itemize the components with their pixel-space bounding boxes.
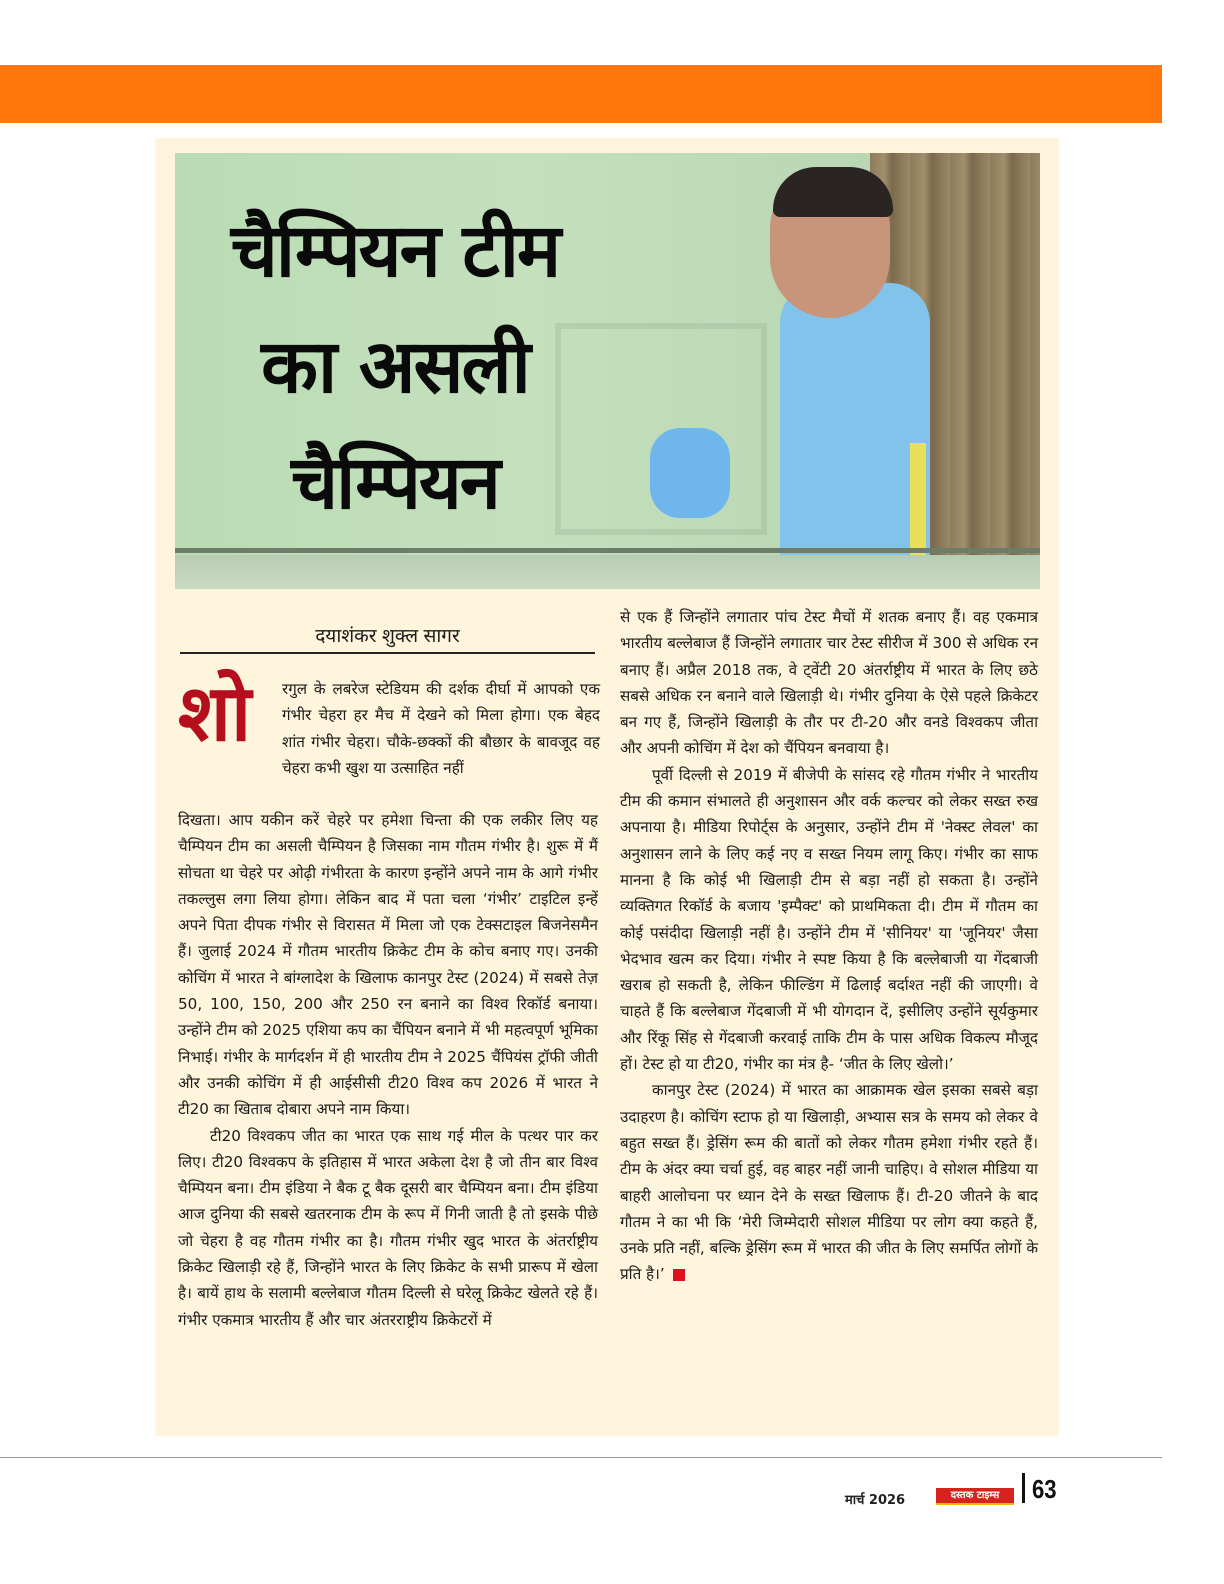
person-hair bbox=[773, 167, 893, 217]
lead-paragraph bbox=[282, 676, 600, 781]
headline-line-3: चैम्पियन bbox=[291, 440, 499, 526]
headline-line-1: चैम्पियन टीम bbox=[230, 208, 560, 294]
person-jersey bbox=[780, 283, 930, 589]
footer-separator bbox=[1022, 1473, 1025, 1503]
header-color-band bbox=[0, 65, 1162, 123]
author-byline: दयाशंकर शुक्ल सागर bbox=[315, 625, 460, 647]
footer-divider bbox=[0, 1457, 1162, 1458]
headline-line-2: का असली bbox=[261, 324, 529, 410]
hero-image bbox=[175, 153, 1040, 589]
drop-cap: शो bbox=[178, 669, 252, 759]
byline-divider bbox=[180, 652, 595, 654]
paragraph: से एक हैं जिन्होंने लगातार पांच टेस्ट मैचों में शतक बनाए हैं। वह एकमात्र भारतीय बल्लेबाज हैं जिन्होंने लगातार चार टेस्ट सीरीज में 300 से अधिक रन बनाए हैं। अप्रैल 2018 तक, वे ट्वेंटी 20 अंतर्राष्ट्रीय में भारत के लिए छठे सबसे अधिक रन बनाने वाले खिलाड़ी थे। गंभीर दुनिया के ऐसे पहले क्रिकेटर बन गए हैं, जिन्होंने खिलाड़ी के तौर पर टी-20 और वनडे विश्वकप जीता और अपनी कोचिंग में देश को चैंपियन बनवाया है। bbox=[620, 608, 1038, 758]
railing bbox=[175, 548, 1040, 553]
paragraph-last bbox=[620, 1077, 1038, 1287]
paragraph: पूर्वी दिल्ली से 2019 में बीजेपी के सांसद रहे गौतम गंभीर ने भारतीय टीम की कमान संभालते ही अनुशासन और वर्क कल्चर को लेकर सख्त रुख अपनाया है। मीडिया रिपोर्ट्स के अनुसार, उन्होंने टीम में 'नेक्स्ट लेवल' का अनुशासन लाने के लिए कई नए व सख्त नियम लागू किए। गंभीर का साफ मानना है कि कोई भी खिलाड़ी टीम से बड़ा नहीं हो सकता है। उन्होंने व्यक्तिगत रिकॉर्ड के बजाय 'इम्पैक्ट' को प्राथमिकता दी। टीम में गौतम का कोई पसंदीदा खिलाड़ी नहीं है। उन्होंने टीम में 'सीनियर' या 'जूनियर' जैसा भेदभाव खत्म कर दिया। गंभीर ने स्पष्ट किया है कि बल्लेबाजी या गेंदबाजी खराब हो सकती है, लेकिन फील्डिंग में ढिलाई बर्दाश्त नहीं की जाएगी। वे चाहते हैं कि बल्लेबाज गेंदबाजी में भी योगदान दें, इसीलिए उन्होंने सूर्यकुमार और रिंकू सिंह से गेंदबाजी करवाई ताकि टीम के पास अधिक विकल्प मौजूद हों। टेस्ट हो या टी20, गंभीर का मंत्र है- ‘जीत के लिए खेलो।’ bbox=[620, 765, 1038, 1074]
column-2 bbox=[620, 604, 1038, 1288]
paragraph: टी20 विश्वकप जीत का भारत एक साथ गई मील के पत्थर पार कर लिए। टी20 विश्वकप के इतिहास में भारत अकेला देश है जो तीन बार विश्व चैम्पियन बना। टीम इंडिया ने बैक टू बैक दूसरी बार चैम्पियन बना। टीम इंडिया आज दुनिया की सबसे खतरनाक टीम के रूप में गिनी जाती है तो इसके पीछे जो चेहरा है वह गौतम गंभीर का है। गौतम गंभीर खुद भारत के अंतर्राष्ट्रीय क्रिकेट खिलाड़ी रहे हैं, जिन्होंने भारत के लिए क्रिकेट के सभी प्रारूप में खेला है। बायें हाथ के सलामी बल्लेबाज गौतम दिल्ली से घरेलू क्रिकेट खेलते रहे हैं। गंभीर एकमात्र भारतीय हैं और चार अंतरराष्ट्रीय क्रिकेटरों में bbox=[178, 1126, 598, 1329]
headline bbox=[205, 193, 585, 541]
paragraph: दिखता। आप यकीन करें चेहरे पर हमेशा चिन्ता की एक लकीर लिए यह चैम्पियन टीम का असली चैम्पियन है जिसका नाम गौतम गंभीर है। शुरू में मैं सोचता था चेहरे पर ओढ़ी गंभीरता के कारण इन्होंने अपने नाम के आगे गंभीर तकल्लुस लगा लिया होगा। लेकिन बाद में पता चला ‘गंभीर’ टाइटिल इन्हें अपने पिता दीपक गंभीर से विरासत में मिला जो एक टेक्सटाइल बिजनेसमैन हैं। जुलाई 2024 में गौतम भारतीय क्रिकेट टीम के कोच बनाए गए। उनकी कोचिंग में भारत ने बांग्लादेश के खिलाफ कानपुर टेस्ट (2024) में सबसे तेज़ 50, 100, 150, 200 और 250 रन बनाने का विश्व रिकॉर्ड बनाया। उन्होंने टीम को 2025 एशिया कप का चैंपियन बनाने में भी महत्वपूर्ण भूमिका निभाई। गंभीर के मार्गदर्शन में ही भारतीय टीम ने 2025 चैंपियंस ट्रॉफी जीती और उनकी कोचिंग में ही आईसीसी टी20 विश्व कप 2026 में भारत ने टी20 का खिताब दोबारा अपने नाम किया। bbox=[178, 811, 598, 1119]
lead-text: रगुल के लबरेज स्टेडियम की दर्शक दीर्घा में आपको एक गंभीर चेहरा हर मैच में देखने को मिला होगा। एक बेहद शांत गंभीर चेहरा। चौके-छक्कों की बौछार के बावजूद वह चेहरा कभी खुश या उत्साहित नहीं bbox=[282, 680, 600, 777]
end-square-icon bbox=[673, 1269, 685, 1281]
towel bbox=[650, 428, 730, 518]
issue-date: मार्च 2026 bbox=[845, 1493, 906, 1508]
railing-glass bbox=[175, 555, 1040, 589]
column-1 bbox=[178, 807, 598, 1333]
page-number: 63 bbox=[1032, 1474, 1057, 1504]
magazine-logo: दस्तक टाइम्स bbox=[936, 1488, 1014, 1505]
paragraph-text: कानपुर टेस्ट (2024) में भारत का आक्रामक खेल इसका सबसे बड़ा उदाहरण है। कोचिंग स्टाफ हो या खिलाड़ी, अभ्यास सत्र के समय को लेकर वे बहुत सख्त हैं। ड्रेसिंग रूम की बातों को लेकर गौतम हमेशा गंभीर रहते हैं। टीम के अंदर क्या चर्चा हुई, वह बाहर नहीं जानी चाहिए। वे सोशल मीडिया या बाहरी आलोचना पर ध्यान देने के सख्त खिलाफ हैं। टी-20 जीतने के बाद गौतम ने का भी कि ‘मेरी जिम्मेदारी सोशल मीडिया पर लोग क्या कहते हैं, उनके प्रति नहीं, बल्कि ड्रेसिंग रूम में भारत की जीत के लिए समर्पित लोगों के प्रति है।’ bbox=[620, 1081, 1038, 1284]
